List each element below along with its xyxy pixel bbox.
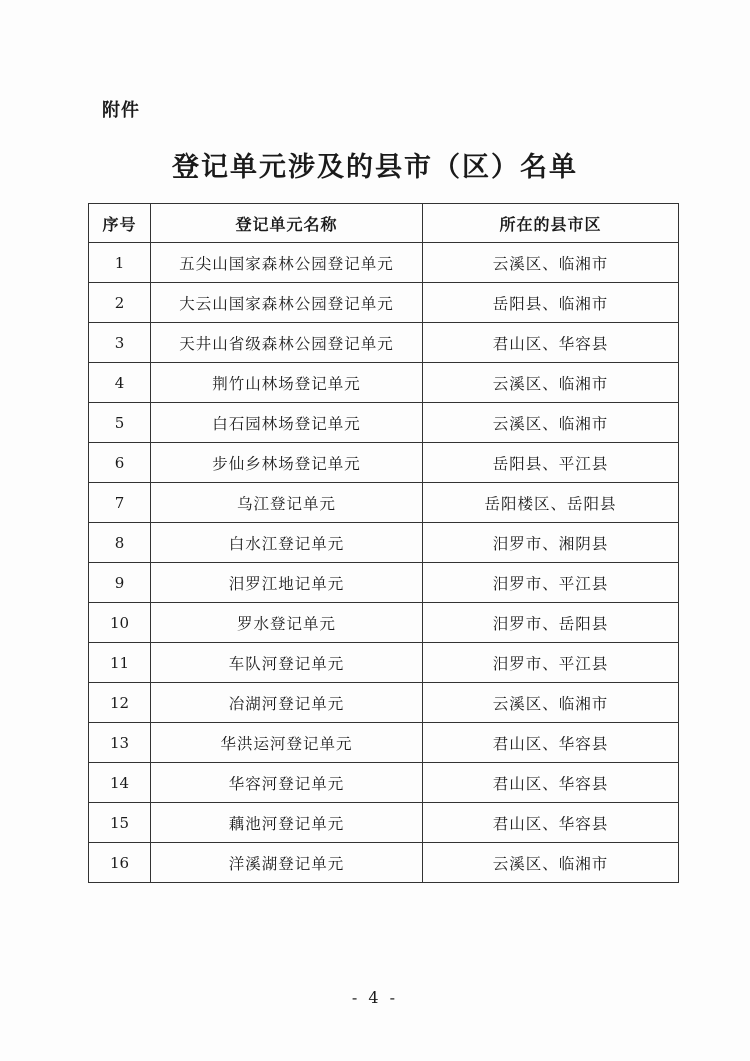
cell-serial: 16 xyxy=(89,843,151,883)
cell-location: 君山区、华容县 xyxy=(423,323,679,363)
cell-location: 岳阳县、平江县 xyxy=(423,443,679,483)
registry-table xyxy=(88,203,679,883)
table-row xyxy=(89,483,679,523)
cell-unit-name: 冶湖河登记单元 xyxy=(151,683,423,723)
cell-unit-name: 大云山国家森林公园登记单元 xyxy=(151,283,423,323)
cell-serial: 12 xyxy=(89,683,151,723)
table-row xyxy=(89,563,679,603)
cell-location: 云溪区、临湘市 xyxy=(423,243,679,283)
cell-location: 君山区、华容县 xyxy=(423,763,679,803)
cell-serial: 5 xyxy=(89,403,151,443)
cell-serial: 14 xyxy=(89,763,151,803)
cell-unit-name: 五尖山国家森林公园登记单元 xyxy=(151,243,423,283)
cell-unit-name: 荆竹山林场登记单元 xyxy=(151,363,423,403)
page-title: 登记单元涉及的县市（区）名单 xyxy=(172,152,578,183)
table-row xyxy=(89,363,679,403)
attachment-label: 附件 xyxy=(102,100,140,121)
table-row xyxy=(89,603,679,643)
cell-serial: 7 xyxy=(89,483,151,523)
table-row xyxy=(89,683,679,723)
cell-unit-name: 罗水登记单元 xyxy=(151,603,423,643)
cell-serial: 13 xyxy=(89,723,151,763)
table-row xyxy=(89,643,679,683)
cell-location: 汨罗市、平江县 xyxy=(423,643,679,683)
cell-unit-name: 华容河登记单元 xyxy=(151,763,423,803)
cell-serial: 1 xyxy=(89,243,151,283)
cell-unit-name: 乌江登记单元 xyxy=(151,483,423,523)
cell-location: 汨罗市、岳阳县 xyxy=(423,603,679,643)
cell-unit-name: 步仙乡林场登记单元 xyxy=(151,443,423,483)
header-serial: 序号 xyxy=(89,204,151,243)
cell-serial: 8 xyxy=(89,523,151,563)
table-row xyxy=(89,323,679,363)
table-body xyxy=(89,243,679,883)
page-number: - 4 - xyxy=(351,988,399,1007)
table-row xyxy=(89,523,679,563)
cell-unit-name: 华洪运河登记单元 xyxy=(151,723,423,763)
cell-unit-name: 白石园林场登记单元 xyxy=(151,403,423,443)
cell-location: 汨罗市、湘阴县 xyxy=(423,523,679,563)
table-row xyxy=(89,283,679,323)
cell-location: 岳阳楼区、岳阳县 xyxy=(423,483,679,523)
cell-location: 君山区、华容县 xyxy=(423,803,679,843)
cell-location: 君山区、华容县 xyxy=(423,723,679,763)
cell-location: 云溪区、临湘市 xyxy=(423,363,679,403)
cell-unit-name: 天井山省级森林公园登记单元 xyxy=(151,323,423,363)
cell-location: 云溪区、临湘市 xyxy=(423,403,679,443)
cell-serial: 3 xyxy=(89,323,151,363)
table-row xyxy=(89,243,679,283)
cell-serial: 4 xyxy=(89,363,151,403)
cell-serial: 11 xyxy=(89,643,151,683)
table-row xyxy=(89,443,679,483)
cell-location: 岳阳县、临湘市 xyxy=(423,283,679,323)
table-row xyxy=(89,723,679,763)
table-row xyxy=(89,763,679,803)
cell-location: 汨罗市、平江县 xyxy=(423,563,679,603)
cell-location: 云溪区、临湘市 xyxy=(423,683,679,723)
cell-serial: 9 xyxy=(89,563,151,603)
table-row xyxy=(89,843,679,883)
cell-serial: 10 xyxy=(89,603,151,643)
cell-serial: 15 xyxy=(89,803,151,843)
cell-unit-name: 藕池河登记单元 xyxy=(151,803,423,843)
header-unit-name: 登记单元名称 xyxy=(151,204,423,243)
cell-unit-name: 汨罗江地记单元 xyxy=(151,563,423,603)
cell-unit-name: 车队河登记单元 xyxy=(151,643,423,683)
cell-serial: 6 xyxy=(89,443,151,483)
cell-unit-name: 白水江登记单元 xyxy=(151,523,423,563)
cell-location: 云溪区、临湘市 xyxy=(423,843,679,883)
table-row xyxy=(89,403,679,443)
table-header-row xyxy=(89,204,679,243)
table-row xyxy=(89,803,679,843)
header-location: 所在的县市区 xyxy=(423,204,679,243)
cell-unit-name: 洋溪湖登记单元 xyxy=(151,843,423,883)
cell-serial: 2 xyxy=(89,283,151,323)
